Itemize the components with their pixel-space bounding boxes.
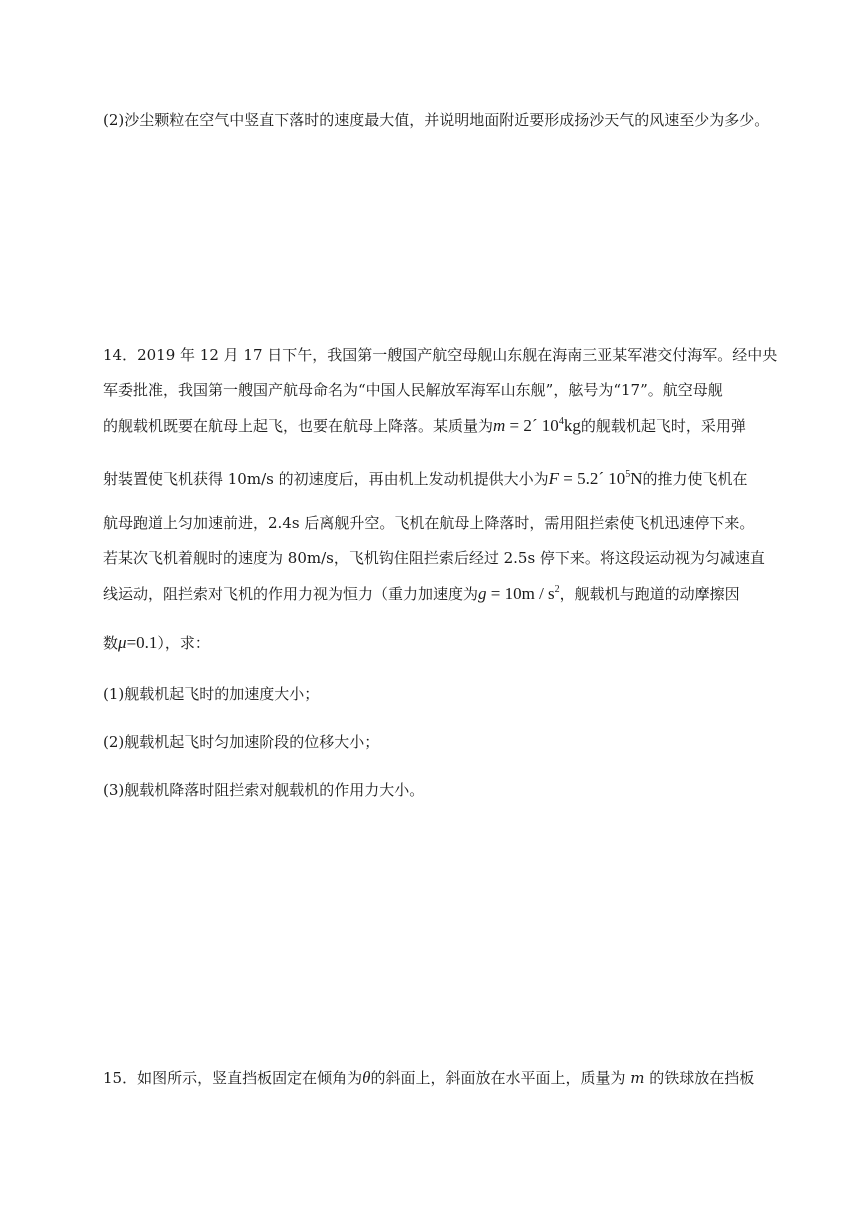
gravity-formula — [478, 584, 560, 603]
q14-line-4 — [103, 469, 748, 489]
force-coefficient: 5.2´ 10 — [577, 469, 626, 488]
q14-part2: (2)舰载机起飞时匀加速阶段的位移大小； — [103, 733, 380, 751]
q13-part2: (2)沙尘颗粒在空气中竖直下落时的速度最大值，并说明地面附近要形成扬沙天气的风速至少为多少。 — [103, 111, 770, 129]
q14-line-7-post: ，舰载机与跑道的动摩擦因 — [559, 585, 740, 603]
q14-part3: (3)舰载机降落时阻拦索对舰载机的作用力大小。 — [103, 781, 425, 799]
force-exponent: 5 — [625, 469, 631, 480]
gravity-symbol: g — [478, 584, 487, 603]
friction-symbol: μ — [118, 633, 127, 652]
q14-line-8 — [103, 633, 210, 653]
q14-line-8-post: ），求： — [157, 634, 210, 652]
gravity-equals: = — [486, 584, 505, 603]
gravity-exponent: 2 — [554, 584, 560, 595]
q15-line-1-pre: 15．如图所示，竖直挡板固定在倾角为 — [103, 1069, 363, 1087]
q14-line-6: 若某次飞机着舰时的速度为 80m/s，飞机钩住阻拦索后经过 2.5s 停下来。将这段运动视为匀减速直 — [103, 549, 765, 567]
theta-symbol: θ — [362, 1068, 371, 1087]
q14-line-7-pre: 线运动，阻拦索对飞机的作用力视为恒力（重力加速度为 — [103, 585, 479, 603]
mass-coefficient: 2´ 10 — [523, 416, 559, 435]
q15-line-1-mid: 的斜面上，斜面放在水平面上，质量为 — [370, 1069, 631, 1087]
mass-formula — [493, 416, 581, 435]
q14-line-8-pre: 数 — [103, 634, 119, 652]
q14-line-3-post: 的舰载机起飞时，采用弹 — [580, 417, 746, 435]
mass-symbol: m — [493, 416, 506, 435]
q15-line-1-post: 的铁球放在挡板 — [644, 1069, 755, 1087]
force-equals: = — [559, 469, 578, 488]
q14-line-7 — [103, 584, 740, 604]
q15-line-1 — [103, 1068, 754, 1088]
force-symbol: F — [548, 469, 559, 488]
q14-line-1: 14．2019 年 12 月 17 日下午，我国第一艘国产航空母舰山东舰在海南三亚某军港交付海军。经中央 — [103, 346, 778, 364]
friction-formula — [118, 633, 157, 652]
mass-variable: m — [630, 1069, 645, 1087]
q14-line-4-post: 的推力使飞机在 — [642, 470, 748, 488]
q14-line-4-pre: 射装置使飞机获得 10m/s 的初速度后，再由机上发动机提供大小为 — [103, 470, 549, 488]
q14-line-3 — [103, 416, 746, 436]
mass-equals: = — [505, 416, 524, 435]
friction-value: =0.1 — [126, 633, 158, 652]
mass-unit: kg — [563, 416, 581, 435]
force-unit: N — [630, 469, 643, 488]
q14-part1: (1)舰载机起飞时的加速度大小； — [103, 685, 320, 703]
q14-line-5: 航母跑道上匀加速前进，2.4s 后离舰升空。飞机在航母上降落时，需用阻拦索使飞机迅速停下来。 — [103, 514, 755, 532]
q14-line-2: 军委批准，我国第一艘国产航母命名为“中国人民解放军海军山东舰”，舷号为“17”。航空母舰 — [103, 381, 723, 399]
mass-exponent: 4 — [558, 416, 564, 427]
force-formula — [549, 469, 643, 488]
gravity-value: 10m / s — [504, 584, 555, 603]
q14-line-3-pre: 的舰载机既要在航母上起飞，也要在航母上降落。某质量为 — [103, 417, 494, 435]
